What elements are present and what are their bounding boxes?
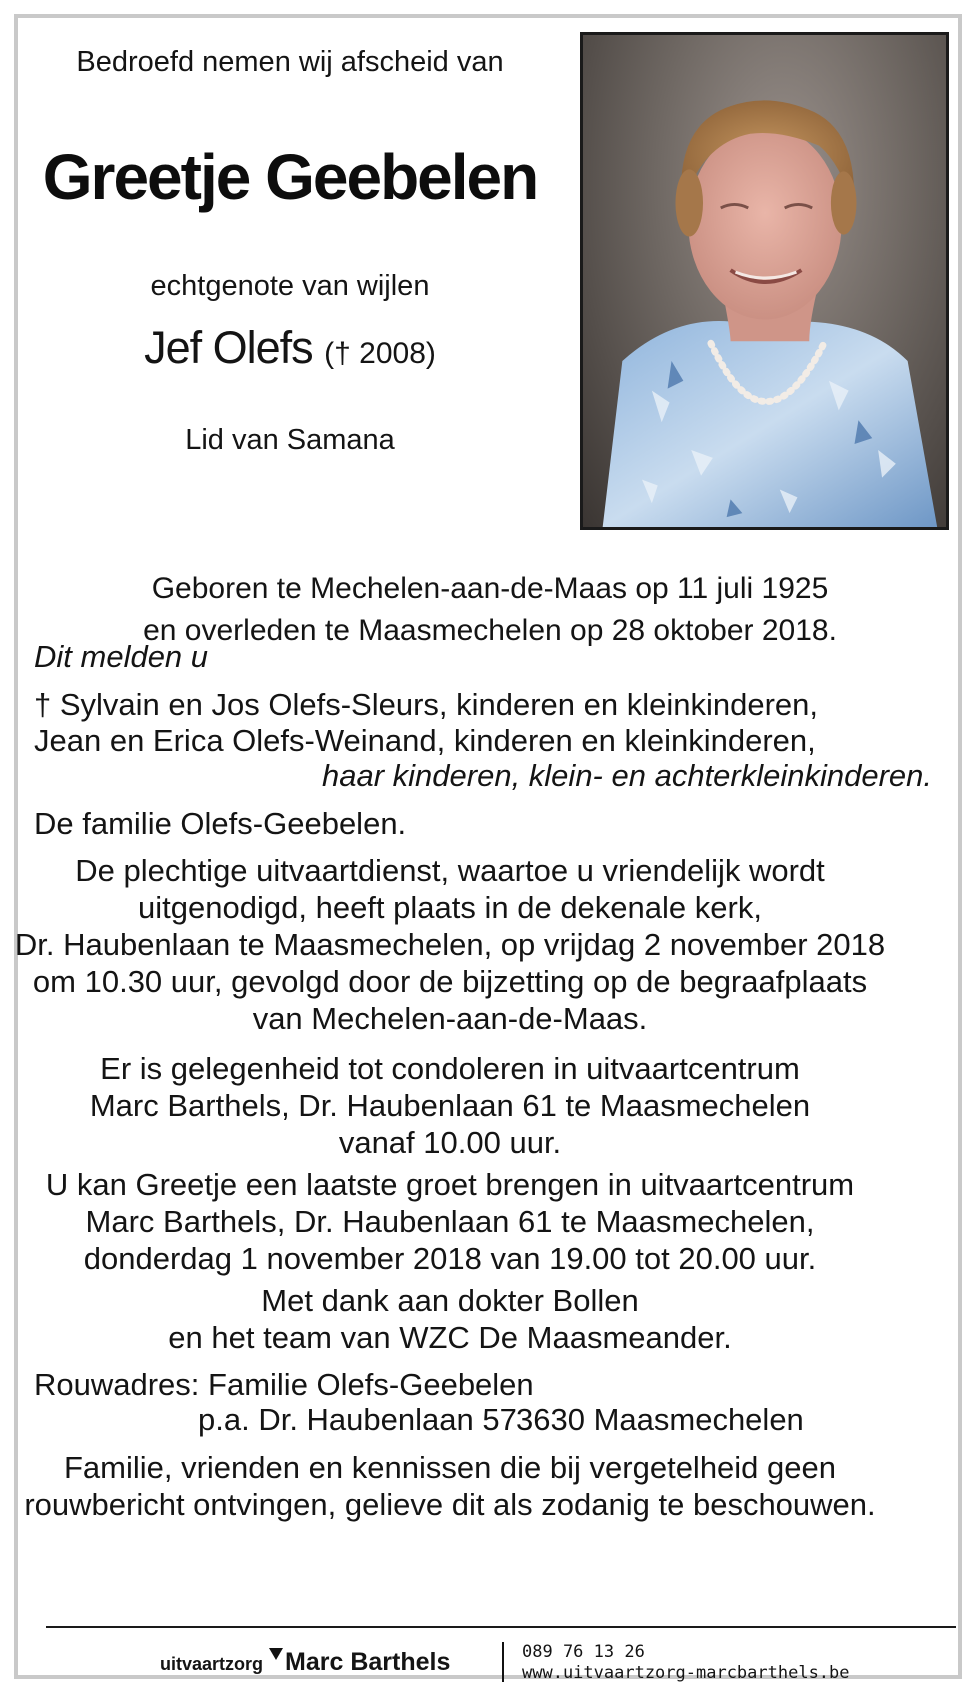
farewell-line: donderdag 1 november 2018 van 19.00 tot 20.00 uur. [83,1241,817,1276]
brand-name: Marc Barthels [285,1648,451,1676]
service-line: De plechtige uitvaartdienst, waartoe u vriendelijk wordt [75,853,825,888]
death-line: en overleden te Maasmechelen op 28 oktober 2018. [143,614,837,647]
announcer-line-2: Jean en Erica Olefs-Weinand, kinderen en kleinkinderen, [34,723,816,758]
announcer-line-3: haar kinderen, klein- en achterkleinkinderen. [322,758,933,793]
thanks-block [0,1282,900,1356]
website-link[interactable]: www.uitvaartzorg-marcbarthels.be [522,1663,850,1683]
service-line: Dr. Haubenlaan te Maasmechelen, op vrijdag 2 november 2018 [14,927,886,962]
condolence-line: vanaf 10.00 uur. [338,1125,562,1160]
service-block [0,852,900,1037]
announcer-line-1 [34,686,818,723]
service-line: om 10.30 uur, gevolgd door de bijzetting op de begraafplaats [32,964,868,999]
deceased-name: Greetje Geebelen [42,141,538,213]
phone-number: 089 76 13 26 [522,1642,645,1662]
spouse-label: echtgenote van wijlen [150,270,430,302]
spouse-death-year: († 2008) [324,337,436,370]
footer-divider [46,1626,956,1628]
address-city: 3630 Maasmechelen [516,1402,804,1437]
footer-separator [502,1642,504,1682]
address-street: p.a. Dr. Haubenlaan 57 [198,1402,517,1437]
notice-block [0,1449,900,1523]
address-line: Rouwadres: Familie Olefs-Geebelen [34,1367,534,1402]
condolence-line: Marc Barthels, Dr. Haubenlaan 61 te Maasmechelen [89,1088,811,1123]
footer-contact [522,1642,850,1684]
birth-line: Geboren te Mechelen-aan-de-Maas op 11 juli 1925 [151,572,829,605]
condolence-block [0,1050,900,1161]
thanks-line: en het team van WZC De Maasmeander. [168,1320,732,1355]
intro-text: Bedroefd nemen wij afscheid van [76,46,504,78]
service-line: uitgenodigd, heeft plaats in de dekenale kerk, [138,890,762,925]
announcers-intro: Dit melden u [34,639,209,674]
notice-line-2: rouwbericht ontvingen, gelieve dit als zodanig te beschouwen. [24,1487,876,1522]
funeral-home-logo [160,1648,450,1677]
farewell-block [0,1166,900,1277]
membership-text: Lid van Samana [185,424,395,456]
portrait-photo [580,32,949,530]
brand-prefix: uitvaartzorg [160,1654,264,1674]
service-line: van Mechelen-aan-de-Maas. [252,1001,648,1036]
triangle-icon [269,1648,283,1660]
farewell-line: Marc Barthels, Dr. Haubenlaan 61 te Maasmechelen, [85,1204,815,1239]
announcer-line-1-text: Sylvain en Jos Olefs-Sleurs, kinderen en kleinkinderen, [51,687,819,722]
spouse-line [0,322,580,374]
condolence-line: Er is gelegenheid tot condoleren in uitvaartcentrum [100,1051,800,1086]
cross-icon: † [34,687,52,722]
farewell-line: U kan Greetje een laatste groet brengen in uitvaartcentrum [45,1167,855,1202]
family-line: De familie Olefs-Geebelen. [34,806,407,841]
notice-line-1: Familie, vrienden en kennissen die bij vergetelheid geen [63,1450,837,1485]
thanks-line: Met dank aan dokter Bollen [261,1283,639,1318]
spouse-name: Jef Olefs [144,322,313,373]
